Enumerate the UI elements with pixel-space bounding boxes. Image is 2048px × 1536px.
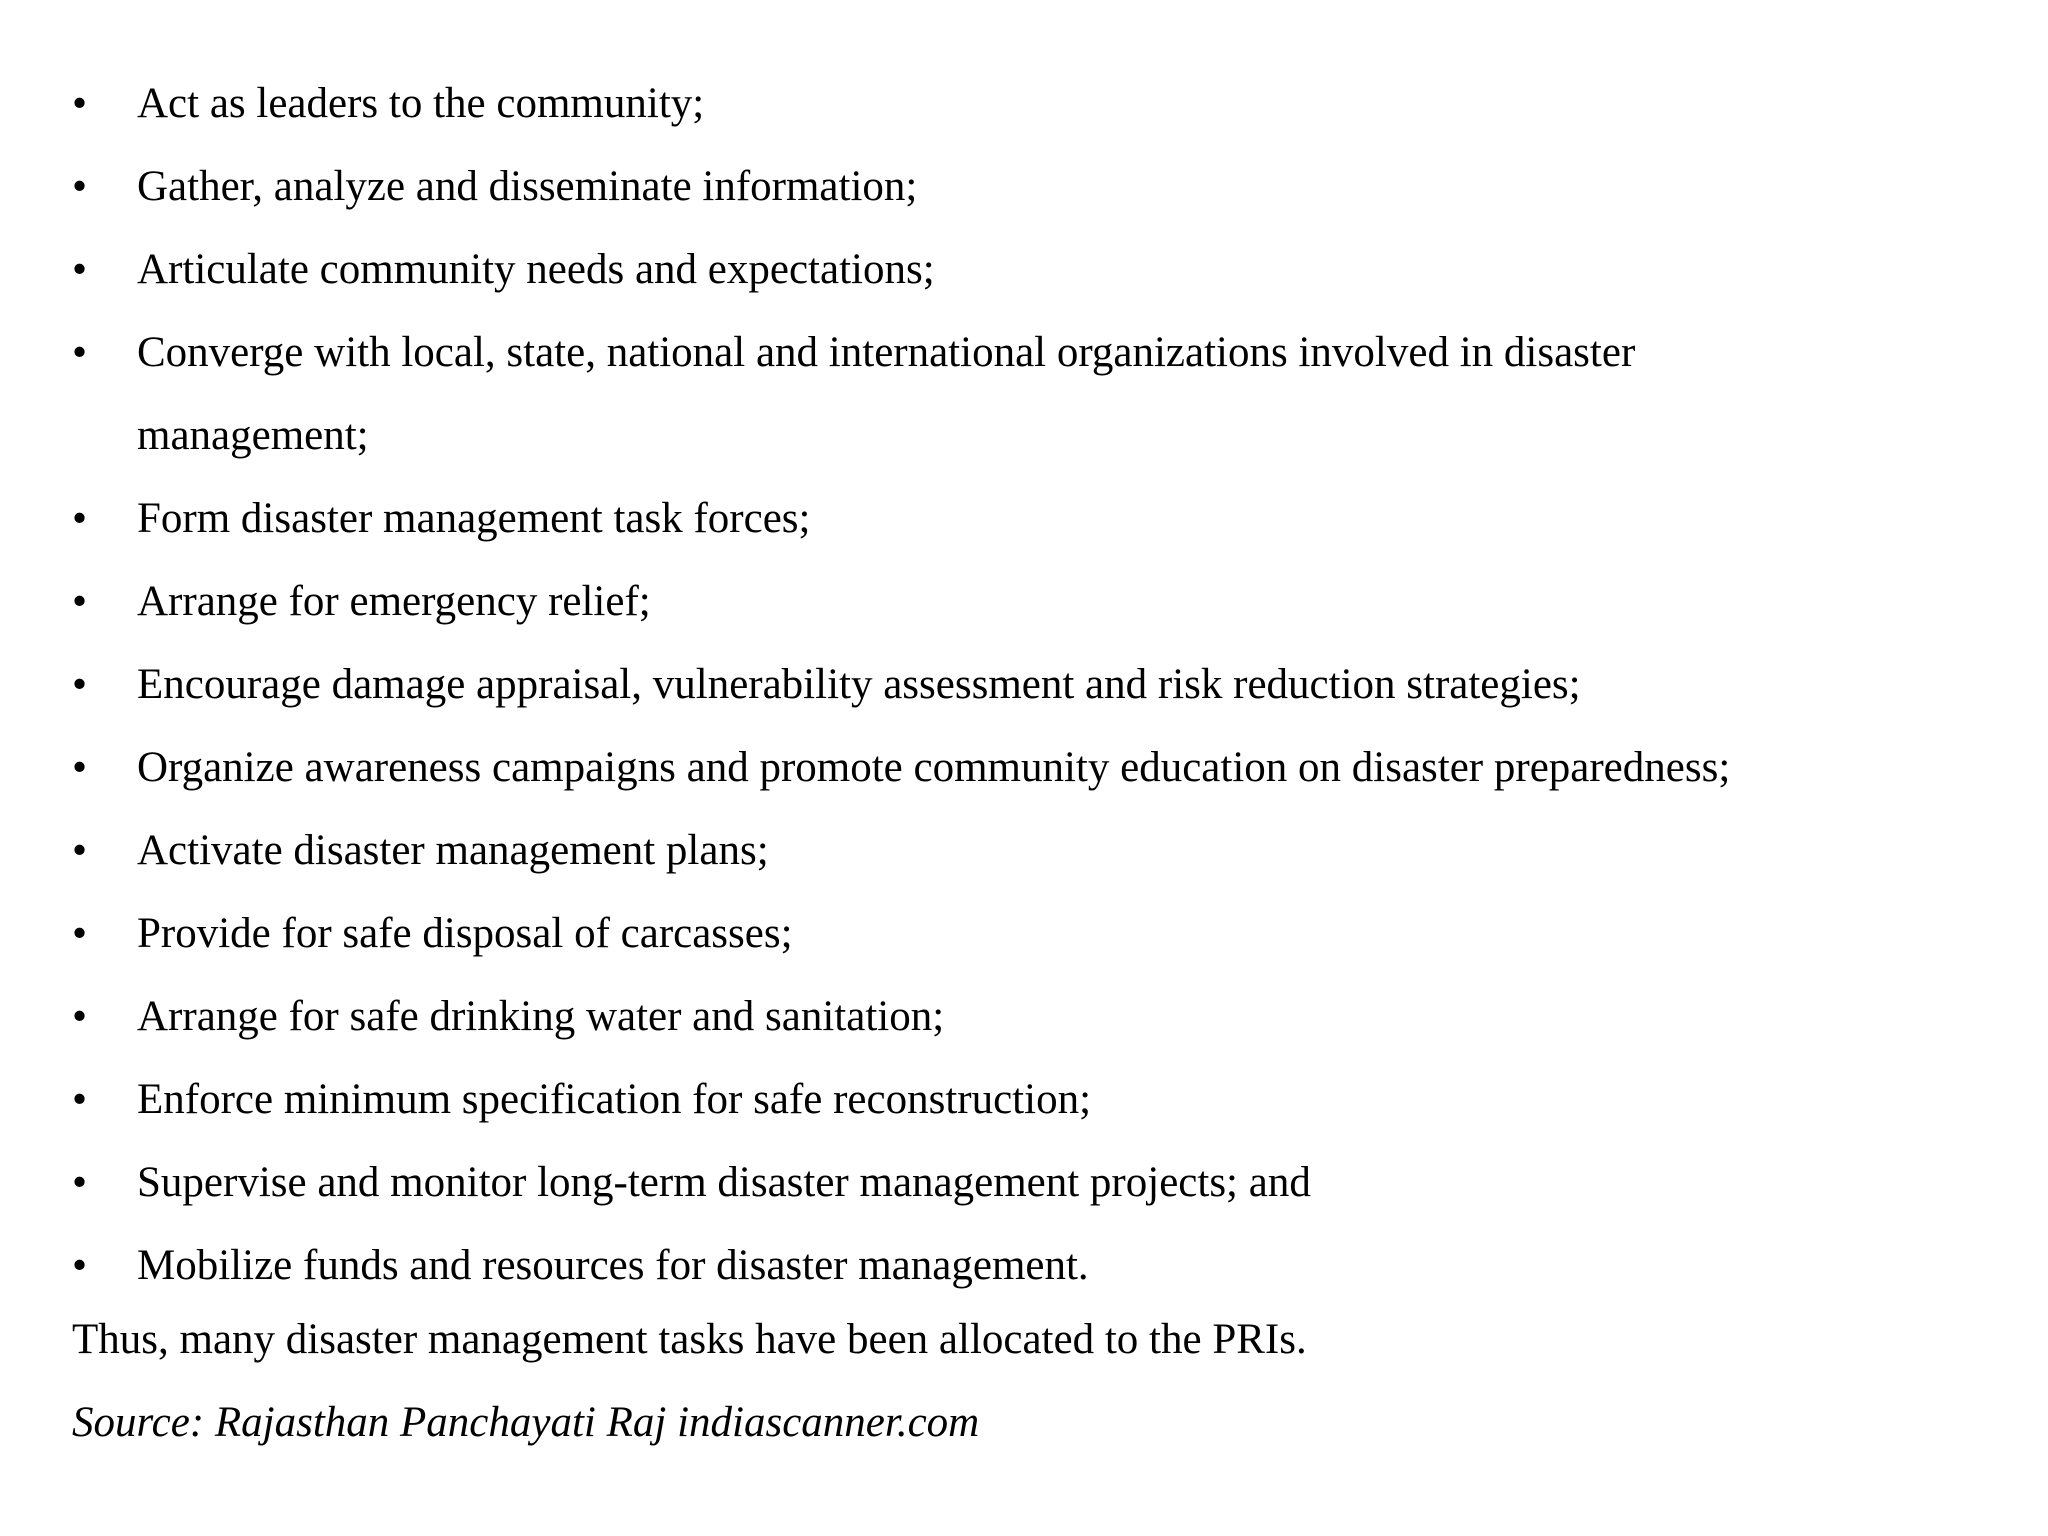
list-item-text: Act as leaders to the community; bbox=[137, 80, 705, 127]
list-item-text: Activate disaster management plans; bbox=[137, 827, 769, 874]
bullet-icon: • bbox=[72, 1242, 88, 1289]
list-item bbox=[72, 62, 1972, 145]
bullet-icon: • bbox=[72, 827, 88, 874]
list-item bbox=[72, 892, 1972, 975]
list-item bbox=[72, 975, 1972, 1058]
pri-tasks-list bbox=[72, 62, 1972, 1307]
list-item-text: Organize awareness campaigns and promote community education on disaster preparedness; bbox=[137, 744, 1731, 791]
list-item-text: Arrange for safe drinking water and sanitation; bbox=[137, 993, 945, 1040]
bullet-icon: • bbox=[72, 578, 88, 625]
bullet-icon: • bbox=[72, 329, 88, 376]
list-item-text: Gather, analyze and disseminate information; bbox=[137, 163, 918, 210]
list-item-text: Articulate community needs and expectations; bbox=[137, 246, 935, 293]
bullet-icon: • bbox=[72, 163, 88, 210]
list-item bbox=[72, 1141, 1972, 1224]
bullet-icon: • bbox=[72, 495, 88, 542]
list-item-text: Enforce minimum specification for safe reconstruction; bbox=[137, 1076, 1092, 1123]
source-citation: Source: Rajasthan Panchayati Raj indiascanner.com bbox=[72, 1399, 980, 1446]
bullet-icon: • bbox=[72, 246, 88, 293]
list-item-text: Converge with local, state, national and international organizations involved in disaster management; bbox=[137, 329, 1636, 459]
bullet-icon: • bbox=[72, 661, 88, 708]
list-item-text: Encourage damage appraisal, vulnerability assessment and risk reduction strategies; bbox=[137, 661, 1581, 708]
list-item-text: Provide for safe disposal of carcasses; bbox=[137, 910, 793, 957]
list-item bbox=[72, 643, 1972, 726]
bullet-icon: • bbox=[72, 744, 88, 791]
bullet-icon: • bbox=[72, 910, 88, 957]
list-item bbox=[72, 726, 1972, 809]
list-item-text: Mobilize funds and resources for disaster management. bbox=[137, 1242, 1089, 1289]
list-item bbox=[72, 560, 1972, 643]
conclusion-text: Thus, many disaster management tasks have been allocated to the PRIs. bbox=[72, 1316, 1307, 1363]
list-item bbox=[72, 228, 1972, 311]
list-item bbox=[72, 311, 1972, 477]
list-item-text: Form disaster management task forces; bbox=[137, 495, 811, 542]
bullet-icon: • bbox=[72, 80, 88, 127]
list-item bbox=[72, 145, 1972, 228]
bullet-icon: • bbox=[72, 993, 88, 1040]
bullet-icon: • bbox=[72, 1076, 88, 1123]
list-item-text: Supervise and monitor long-term disaster management projects; and bbox=[137, 1159, 1311, 1206]
list-item bbox=[72, 477, 1972, 560]
bullet-icon: • bbox=[72, 1159, 88, 1206]
list-item-text: Arrange for emergency relief; bbox=[137, 578, 651, 625]
list-item bbox=[72, 809, 1972, 892]
list-item bbox=[72, 1224, 1972, 1307]
list-item bbox=[72, 1058, 1972, 1141]
